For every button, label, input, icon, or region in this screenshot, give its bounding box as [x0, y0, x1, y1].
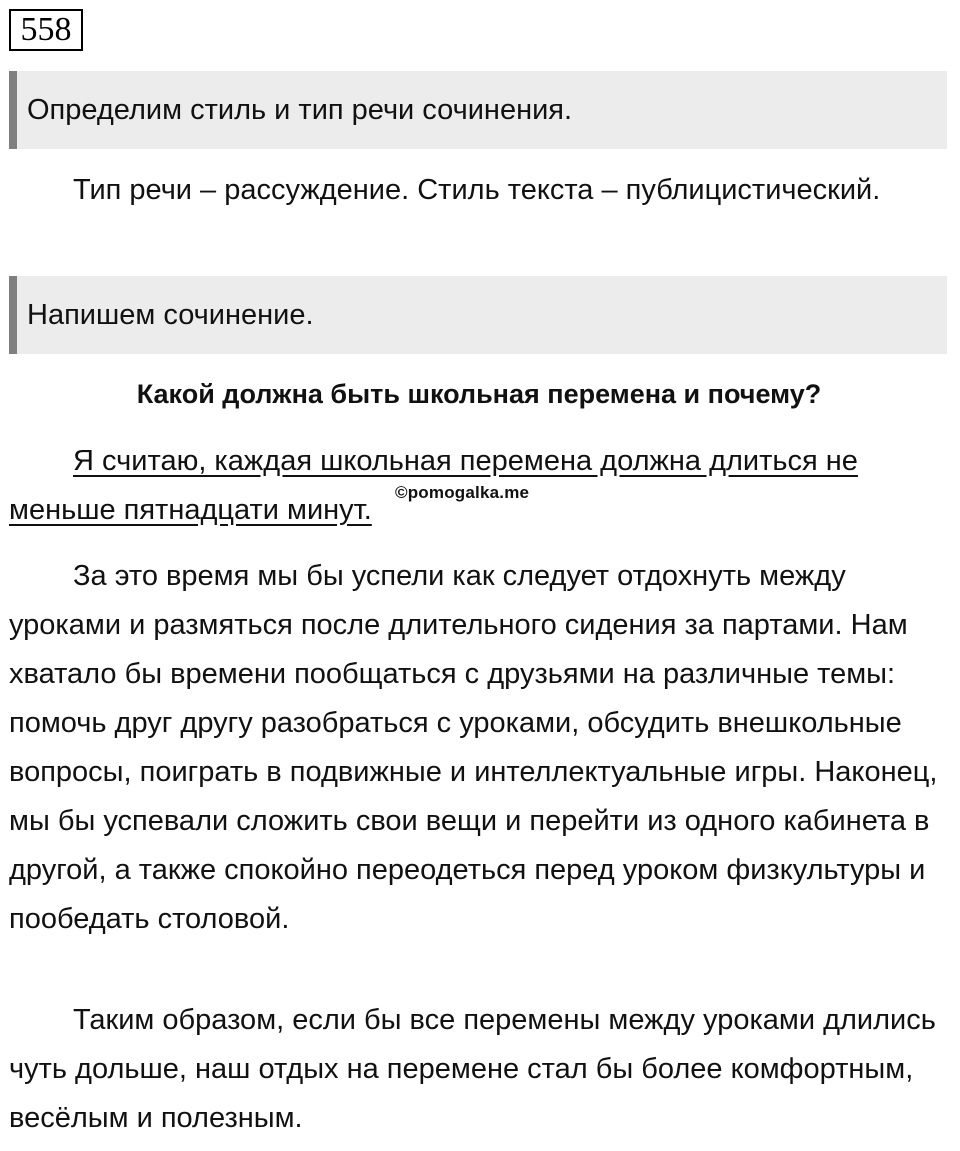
section-heading-style: Определим стиль и тип речи сочинения. — [9, 71, 947, 149]
paragraph-thesis: Я считаю, каждая школьная перемена должна длиться не меньше пятнадцати минут. — [9, 445, 858, 526]
watermark: ©pomogalka.me — [395, 483, 530, 502]
task-number: 558 — [9, 9, 83, 51]
paragraph-type-style: Тип речи – рассуждение. Стиль текста – публицистический. — [73, 174, 881, 206]
paragraph-body: За это время мы бы успели как следует отдохнуть между уроками и размяться после длительного сидения за партами. Нам хватало бы времени пообщаться с друзьями на различные темы: помочь друг другу разобраться с уроками, обсудить внешкольные вопросы, поиграть в подвижные и интеллектуальные игры. Наконец, мы бы успевали сложить свои вещи и перейти из одного кабинета в другой, а также спокойно переодеться перед уроком физкультуры и пообедать столовой. — [9, 560, 938, 935]
section-heading-write: Напишем сочинение. — [9, 276, 947, 354]
essay-title: Какой должна быть школьная перемена и почему? — [136, 379, 822, 409]
paragraph-conclusion: Таким образом, если бы все перемены между уроками длились чуть дольше, наш отдых на перемене стал бы более комфортным, весёлым и полезным. — [9, 1004, 936, 1134]
